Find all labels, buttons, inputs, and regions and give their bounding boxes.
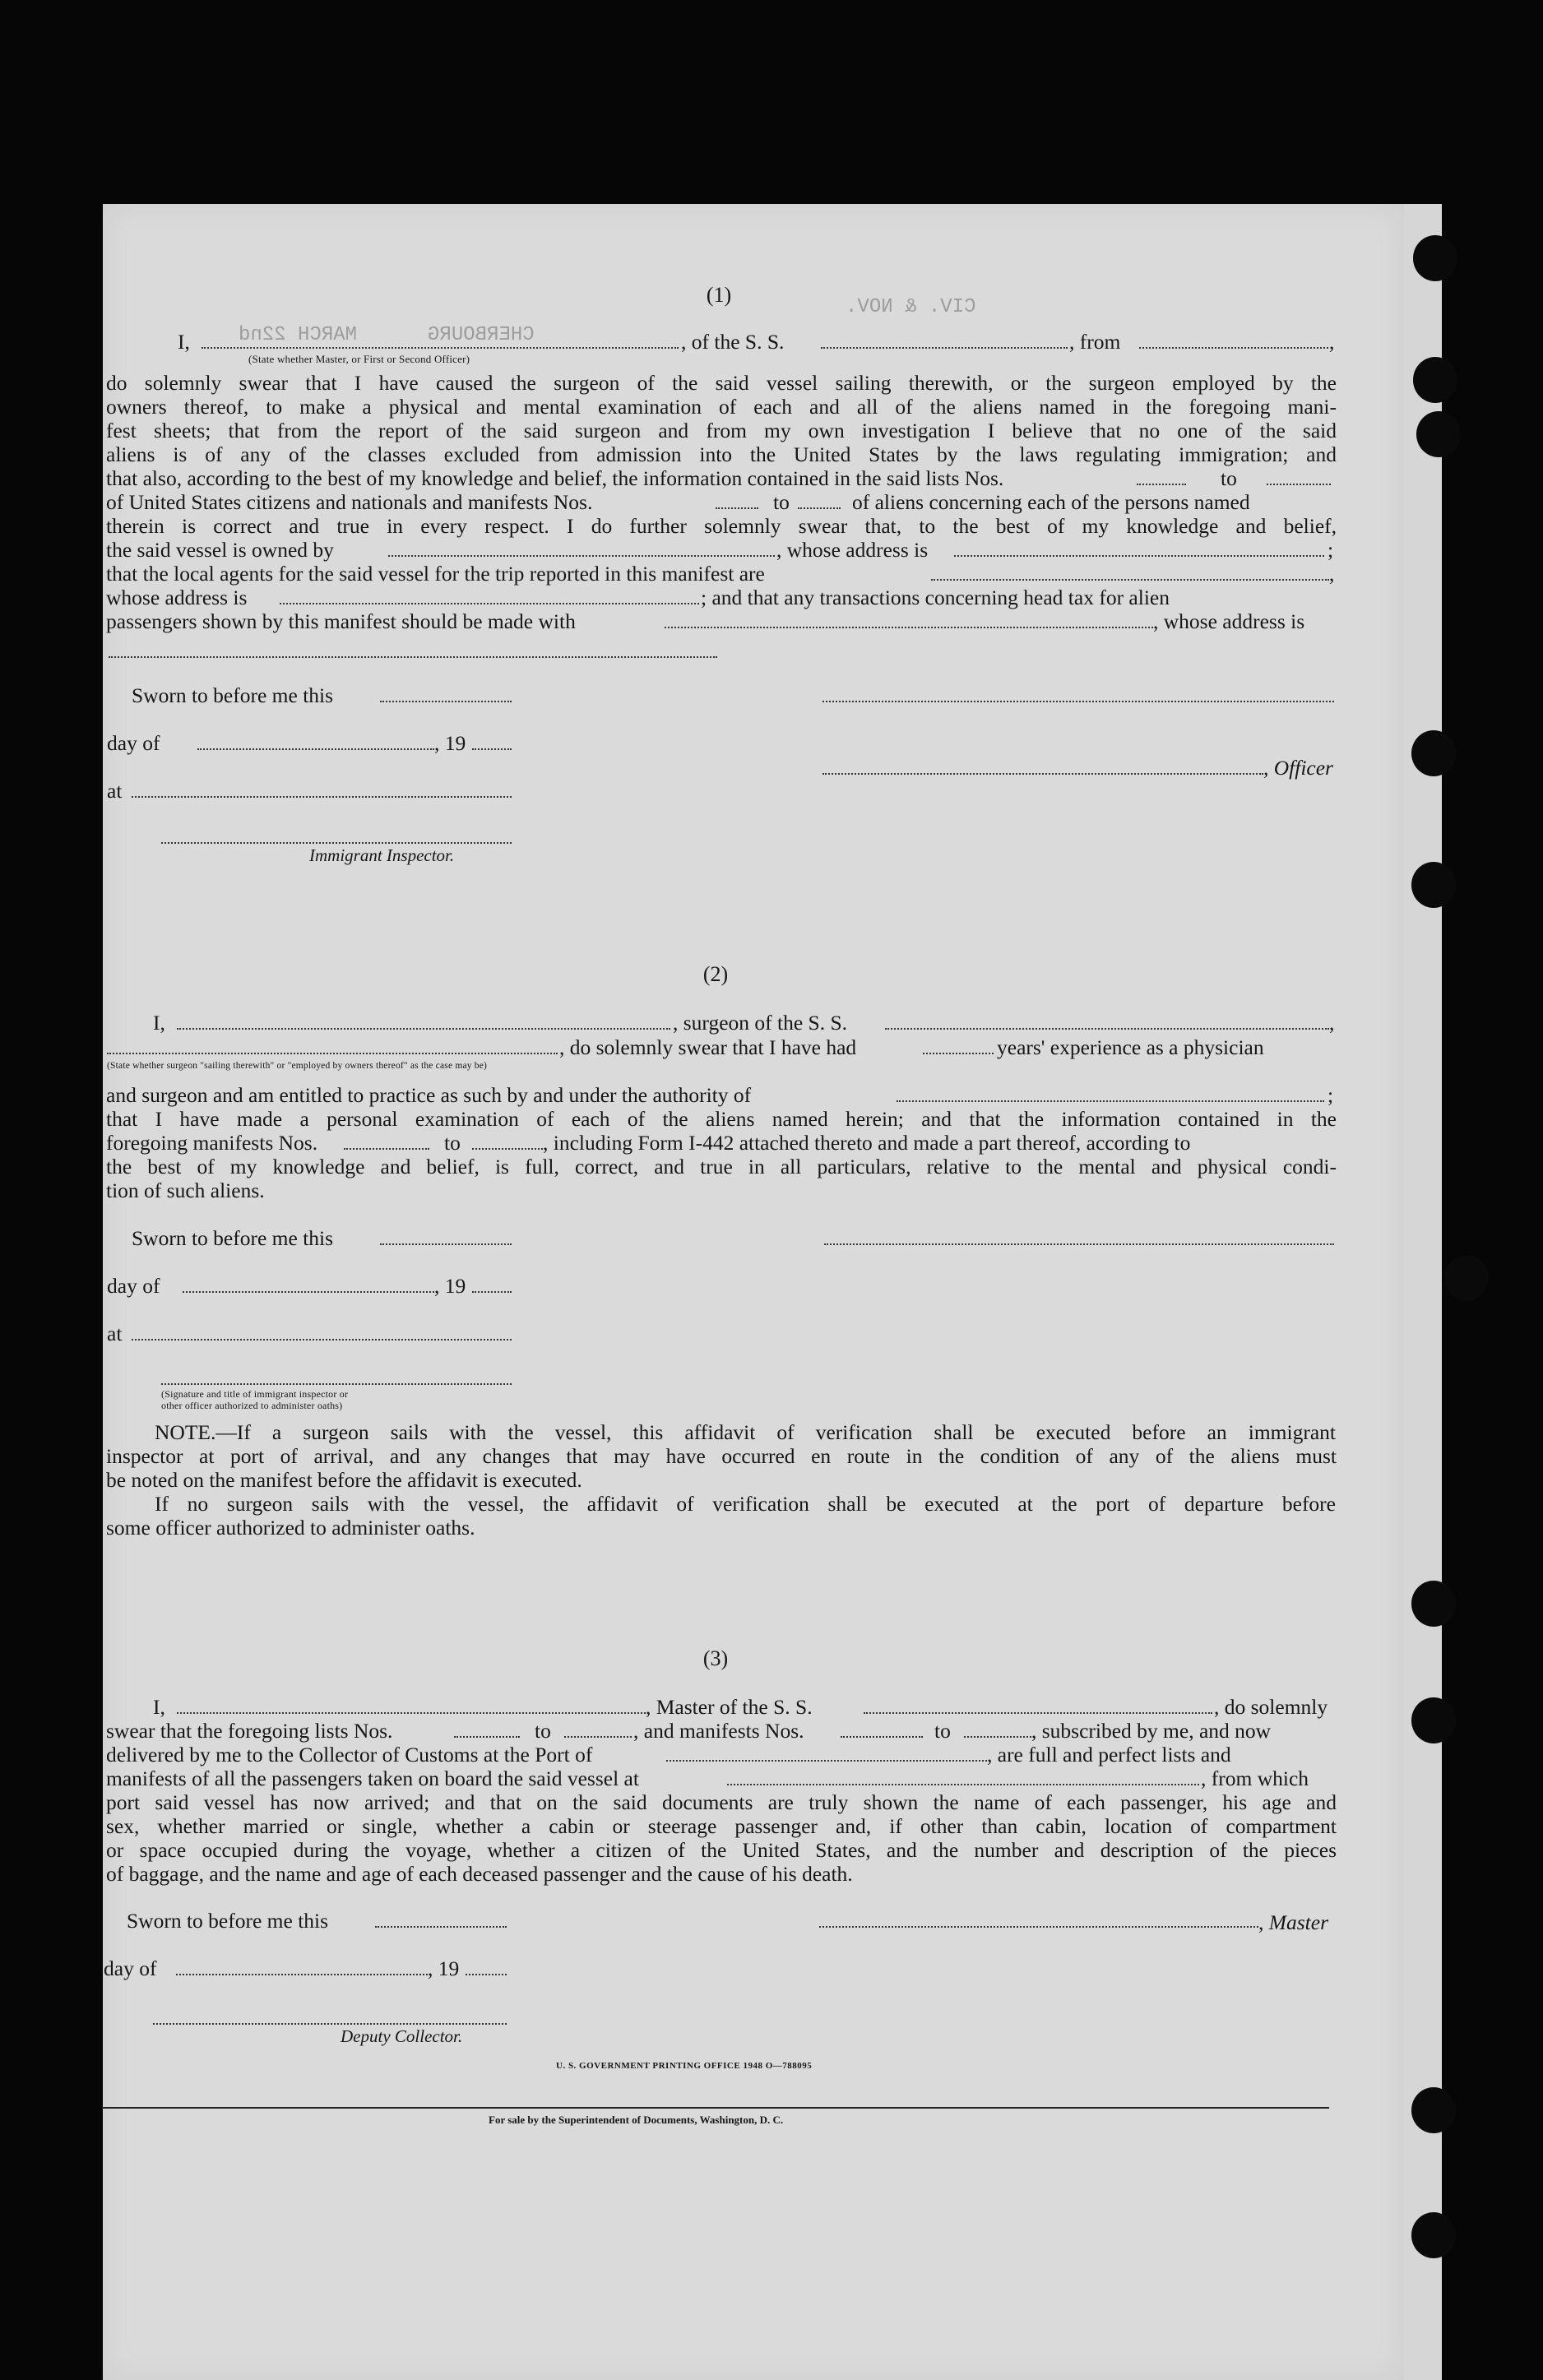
whose-address-label: , whose address is [1153, 609, 1305, 633]
master-signature-field[interactable] [819, 1926, 1258, 1928]
title-note: (State whether Master, or First or Second Officer) [248, 353, 470, 365]
master-name-field[interactable] [177, 1712, 646, 1714]
footer-imprint: For sale by the Superintendent of Documents, Washington, D. C. [489, 2114, 784, 2126]
to-label: to [535, 1719, 551, 1743]
oath-line: do solemnly swear that I have caused the surgeon of the said vessel sailing therewith, or the surgeon employed by the [106, 371, 1337, 395]
day-of-label: day of [107, 731, 160, 755]
surgeon-name-field[interactable] [177, 1028, 670, 1030]
note-line: If no surgeon sails with the vessel, the affidavit of verification shall be executed at the port of departure before [155, 1492, 1336, 1516]
from-label: , from [1069, 330, 1121, 354]
year-label: , 19 [434, 1274, 466, 1298]
manifest-no-to-field[interactable] [798, 507, 841, 509]
surgeon-status-field[interactable] [107, 1053, 558, 1054]
at-label: at [107, 1322, 123, 1345]
sworn-day-field[interactable] [375, 1926, 507, 1928]
swear-label: , do solemnly swear that I have had [559, 1035, 857, 1059]
year-label: , 19 [434, 731, 466, 755]
sworn-month-field[interactable] [197, 748, 434, 750]
whose-address-label: , whose address is [776, 538, 929, 562]
sworn-month-field[interactable] [176, 1974, 428, 1975]
sailing-note: (State whether surgeon "sailing therewith" or "employed by owners thereof" as the case may be) [107, 1061, 488, 1071]
sworn-month-field[interactable] [183, 1291, 434, 1293]
oath-line: therein is correct and true in every respect. I do further solemnly swear that, to the best of my knowledge and belief, [106, 514, 1337, 538]
master-vessel-field[interactable] [864, 1712, 1212, 1714]
years-experience-field[interactable] [923, 1053, 994, 1054]
binder-hole [1444, 1255, 1489, 1301]
oath-line: the best of my knowledge and belief, is full, correct, and true in all particulars, relative to the mental and physical condi- [106, 1155, 1337, 1178]
years-label: years' experience as a physician [997, 1035, 1264, 1059]
including-label: , including Form I-442 attached thereto and made a part thereof, according to [543, 1131, 1191, 1155]
note-line: some officer authorized to administer oaths. [106, 1516, 475, 1540]
subscribed-label: , subscribed by me, and now [1031, 1719, 1272, 1743]
binder-hole [1413, 235, 1457, 281]
surgeon-vessel-field[interactable] [885, 1028, 1329, 1030]
binder-hole [1416, 411, 1461, 457]
oath-line: passengers shown by this manifest should be made with [106, 609, 576, 633]
delivered-label: delivered by me to the Collector of Customs at the Port of [106, 1743, 593, 1766]
binder-hole [1411, 1697, 1456, 1743]
sworn-label: Sworn to before me this [127, 1909, 329, 1933]
master-list-to-field[interactable] [564, 1736, 632, 1738]
note-line: inspector at port of arrival, and any changes that may have occurred en route in the condition of any of the aliens must [106, 1444, 1337, 1468]
to-label: to [934, 1719, 951, 1743]
sworn-year-field[interactable] [472, 1291, 512, 1293]
at-label: at [107, 779, 123, 803]
sworn-day-field[interactable] [380, 701, 512, 702]
local-agents-field[interactable] [931, 579, 1329, 581]
surgeon-manifest-to-field[interactable] [472, 1148, 543, 1150]
oath-line: that also, according to the best of my knowledge and belief, the information contained in the said lists Nos. [106, 466, 1004, 490]
manifests-of-label: manifests of all the passengers taken on board the said vessel at [106, 1766, 639, 1790]
officer-signature-field[interactable] [822, 701, 1334, 702]
footer-rule [102, 2107, 1329, 2109]
comma: , [1329, 562, 1335, 586]
sworn-year-field[interactable] [472, 748, 512, 750]
master-label: , Master [1258, 1910, 1328, 1934]
master-manifest-to-field[interactable] [964, 1736, 1031, 1738]
master-of-label: , Master of the S. S. [646, 1695, 813, 1719]
oath-line: that the local agents for the said vessel for the trip reported in this manifest are [106, 562, 765, 586]
departure-port-field[interactable] [727, 1784, 1199, 1785]
officer-title-field[interactable] [202, 347, 679, 349]
do-solemnly-label: , do solemnly [1214, 1695, 1328, 1719]
semicolon: ; [1328, 538, 1334, 562]
oath-line: whose address is [106, 586, 248, 609]
bleed-through-text: MARCH 22nd [239, 324, 358, 346]
sworn-day-field[interactable] [380, 1243, 512, 1245]
oath-line: that I have made a personal examination of each of the aliens named herein; and that the information contained in the [106, 1107, 1337, 1131]
surgeon-of-label: , surgeon of the S. S. [673, 1011, 848, 1035]
i-label: I, [153, 1695, 165, 1719]
and-manifests-label: , and manifests Nos. [633, 1719, 804, 1743]
swear-lists-label: swear that the foregoing lists Nos. [106, 1719, 393, 1743]
from-port-field[interactable] [1139, 347, 1328, 349]
head-tax-address-field[interactable] [109, 656, 717, 658]
binder-hole [1411, 2212, 1456, 2258]
i-label: I, [153, 1011, 165, 1035]
are-full-label: , are full and perfect lists and [987, 1743, 1231, 1766]
note-line: NOTE.—If a surgeon sails with the vessel, this affidavit of verification shall be executed before an immigrant [155, 1420, 1336, 1444]
agents-address-field[interactable] [280, 603, 699, 604]
day-of-label: day of [107, 1274, 160, 1298]
oath-line: the said vessel is owned by [106, 538, 334, 562]
of-aliens-label: of aliens concerning each of the persons named [852, 490, 1250, 514]
i-label: I, [178, 330, 190, 354]
authority-field[interactable] [897, 1100, 1324, 1102]
master-manifest-from-field[interactable] [841, 1736, 923, 1738]
sworn-place-field[interactable] [132, 1339, 512, 1340]
binder-hole [1411, 2087, 1456, 2133]
owner-address-field[interactable] [954, 555, 1324, 557]
sworn-place-field[interactable] [132, 796, 512, 798]
oath-line: fest sheets; that from the report of the said surgeon and from my own investigation I believe that no one of the said [106, 419, 1337, 442]
bleed-through-text: CIV. & NOV. [846, 296, 976, 318]
printing-office-imprint: U. S. GOVERNMENT PRINTING OFFICE 1948 O—788095 [556, 2061, 813, 2071]
inspector-signature-field[interactable] [161, 1383, 512, 1385]
oath-line: or space occupied during the voyage, whether a citizen of the United States, and the number and description of the pieces [106, 1838, 1337, 1862]
oath-line: of United States citizens and nationals and manifests Nos. [106, 490, 593, 514]
year-label: , 19 [428, 1956, 460, 1980]
comma: , [1329, 1011, 1335, 1035]
sworn-label: Sworn to before me this [132, 683, 334, 707]
comma: , [1329, 330, 1335, 354]
oath-line: aliens is of any of the classes excluded from admission into the United States by the laws regulating immigration; and [106, 442, 1337, 466]
binder-hole [1413, 357, 1457, 403]
surgeon-signature-field[interactable] [824, 1243, 1334, 1245]
port-field[interactable] [666, 1760, 987, 1762]
oath-line: tion of such aliens. [106, 1178, 265, 1202]
officer-label: , Officer [1263, 756, 1333, 780]
oath-line: and surgeon and am entitled to practice as such by and under the authority of [106, 1083, 752, 1107]
day-of-label: day of [104, 1956, 157, 1980]
deputy-collector-label: Deputy Collector. [341, 2026, 463, 2046]
note-line: be noted on the manifest before the affidavit is executed. [106, 1468, 582, 1492]
list-no-to-field[interactable] [1267, 484, 1331, 485]
binder-hole [1411, 730, 1456, 776]
of-the-ss-label: , of the S. S. [681, 330, 785, 354]
sworn-year-field[interactable] [466, 1974, 507, 1975]
to-label: to [773, 490, 790, 514]
from-which-label: , from which [1201, 1766, 1309, 1790]
bleed-through-text: CHERBOURG [428, 324, 535, 346]
surgeon-manifest-from-field[interactable] [344, 1148, 429, 1150]
inspector-label: Immigrant Inspector. [309, 845, 455, 865]
officer-title-line[interactable] [822, 773, 1263, 775]
head-tax-agent-field[interactable] [665, 627, 1153, 628]
section-number: (3) [702, 1646, 729, 1670]
oath-line: port said vessel has now arrived; and that on the said documents are truly shown the name of each passenger, his age and [106, 1790, 1337, 1814]
head-tax-label: ; and that any transactions concerning head tax for alien [701, 586, 1170, 609]
section-number: (2) [702, 962, 729, 986]
oath-line: sex, whether married or single, whether a cabin or steerage passenger and, if other than cabin, location of compartment [106, 1814, 1337, 1838]
section-number: (1) [706, 283, 732, 307]
master-list-from-field[interactable] [454, 1736, 520, 1738]
oath-line: foregoing manifests Nos. [106, 1131, 318, 1155]
oath-line: of baggage, and the name and age of each deceased passenger and the cause of his death. [106, 1862, 853, 1886]
signature-note: (Signature and title of immigrant inspector or [161, 1388, 349, 1400]
binder-hole [1411, 1581, 1456, 1627]
binder-hole [1411, 862, 1456, 908]
owner-field[interactable] [388, 555, 775, 557]
oath-line: owners thereof, to make a physical and mental examination of each and all of the aliens named in the foregoing mani- [106, 395, 1337, 419]
list-no-from-field[interactable] [1137, 484, 1186, 485]
to-label: to [444, 1131, 461, 1155]
vessel-name-field[interactable] [821, 347, 1068, 349]
semicolon: ; [1328, 1083, 1334, 1107]
to-label: to [1221, 466, 1237, 490]
sworn-label: Sworn to before me this [132, 1226, 334, 1250]
signature-note: other officer authorized to administer oaths) [161, 1400, 343, 1411]
manifest-no-from-field[interactable] [716, 507, 758, 509]
